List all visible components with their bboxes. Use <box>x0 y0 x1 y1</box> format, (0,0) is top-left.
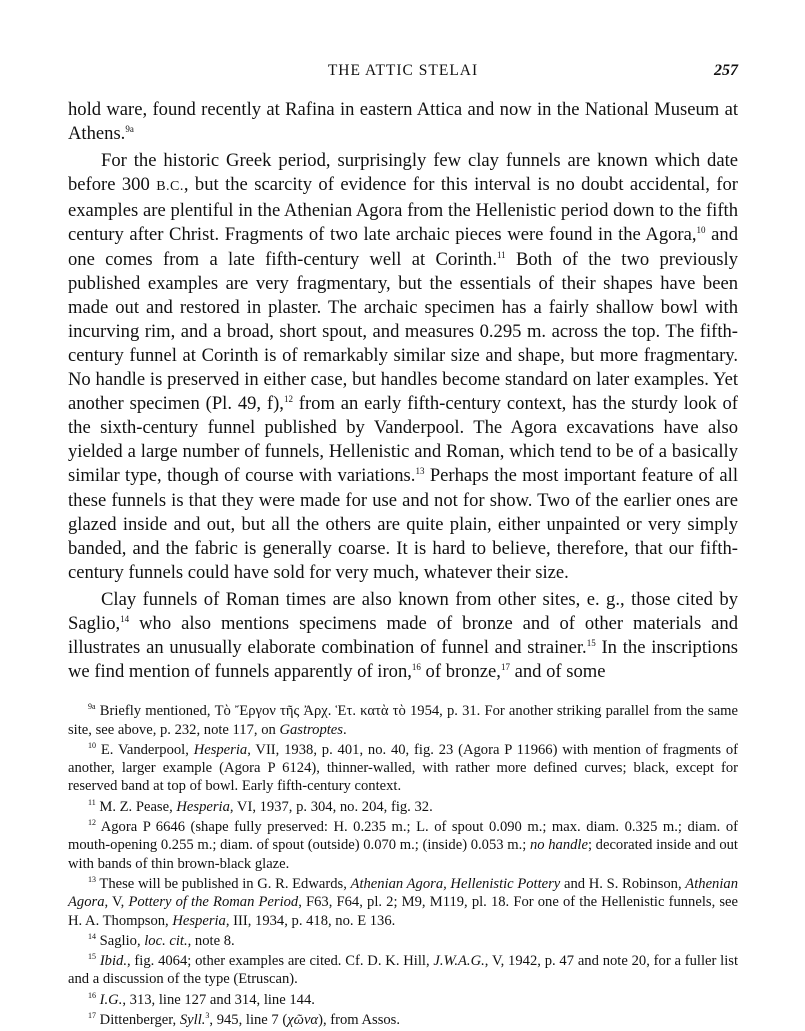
footnote-ref: 10 <box>696 225 706 236</box>
footnote-12 <box>68 818 738 873</box>
edition-number: 3 <box>205 1011 210 1020</box>
italic-run: χῶνα <box>287 1012 319 1028</box>
text-run: These will be published in G. R. Edwards, <box>99 875 351 892</box>
footnote-ref: 9a <box>125 124 134 135</box>
italic-run: Athenian Agora <box>68 875 738 911</box>
footnote-16 <box>68 991 738 1009</box>
paragraph-3 <box>68 588 738 684</box>
footnote-ref: 16 <box>411 662 421 673</box>
footnote-number: 16 <box>88 990 96 1000</box>
text-run: ), from Assos. <box>318 1012 400 1028</box>
footnote-number: 14 <box>88 931 96 941</box>
text-run: , V, <box>104 894 129 911</box>
footnote-ref: 12 <box>283 394 293 405</box>
text-run: Clay funnels of Roman times are also known from other sites, e. g., those cited by Saglio, <box>68 588 738 634</box>
text-run: Saglio, <box>99 932 145 949</box>
text-run: and of some <box>509 661 606 683</box>
text-run: and H. S. Robinson, <box>560 875 686 892</box>
era-abbrev: B.C. <box>156 179 184 195</box>
footnote-17 <box>68 1011 738 1029</box>
footnotes <box>68 702 738 1029</box>
footnote-ref: 14 <box>120 613 130 624</box>
footnote-number: 10 <box>88 740 96 750</box>
text-run: of bronze, <box>420 661 501 683</box>
text-run: , III, 1934, p. 418, no. E 136. <box>225 912 396 929</box>
footnote-number: 12 <box>88 818 96 828</box>
text-run: , VI, 1937, p. 304, no. 204, fig. 32. <box>229 798 433 815</box>
text-run: , 945, line 7 ( <box>209 1012 288 1028</box>
footnote-13 <box>68 875 738 930</box>
text-run: Both of the two previously published examples are very fragmentary, but the essentials of their shapes have been made out and restored in plaster. The archaic specimen has a fairly shallow bowl with incurving rim, and a broad, short spout, and measures 0.295 m. across the top. The fifth-century funnel at Corinth is of remarkably similar size and shape, but more fragmentary. No handle is preserved in either case, but handles become standard on later examples. Yet another specimen (Pl. 49, f), <box>68 248 738 415</box>
paragraph-1-text: hold ware, found recently at Rafina in eastern Attica and now in the National Museum at Athens. <box>68 99 738 145</box>
page <box>68 62 738 1031</box>
text-run: , fig. 4064; other examples are cited. Cf. D. K. Hill, <box>126 953 434 970</box>
text-run: ; decorated inside and out with bands of thin brown-black glaze. <box>68 837 738 872</box>
footnote-15 <box>68 952 738 989</box>
italic-run: Gastroptes <box>279 721 343 738</box>
footnote-ref: 13 <box>415 466 425 477</box>
text-run: E. Vanderpool, <box>100 741 194 758</box>
text-run: , 313, line 127 and 314, line 144. <box>122 991 315 1008</box>
italic-run: Hesperia <box>172 912 226 929</box>
text-run: In the inscriptions we find mention of funnels apparently of iron, <box>68 637 738 683</box>
footnote-number: 13 <box>88 874 96 884</box>
footnote-number: 15 <box>88 952 96 962</box>
text-run: M. Z. Pease, <box>99 798 177 815</box>
italic-run: I.G. <box>99 991 123 1008</box>
footnote-ref: 11 <box>496 249 506 260</box>
footnote-14 <box>68 932 738 950</box>
italic-run: J.W.A.G. <box>433 953 485 970</box>
text-run: , F63, F64, pl. 2; M9, M119, pl. 18. For one of the Hellenistic funnels, see H. A. Thompson, <box>68 894 738 929</box>
text-run: Dittenberger, <box>99 1012 180 1028</box>
footnote-10 <box>68 741 738 796</box>
text-run: and one comes from a late fifth-century well at Corinth. <box>68 224 738 270</box>
footnote-11 <box>68 798 738 816</box>
italic-run: Hesperia <box>193 741 248 758</box>
running-title: THE ATTIC STELAI <box>327 62 479 79</box>
paragraph-1 <box>68 98 738 146</box>
text-run: who also mentions specimens made of bronze and of other materials and illustrates an unusually elaborate combination of funnel and strainer. <box>68 612 738 659</box>
text-run: . <box>342 721 347 738</box>
footnote-number: 11 <box>88 797 96 807</box>
italic-run: Athenian Agora, Hellenistic Pottery <box>350 875 561 892</box>
italic-run: loc. cit. <box>144 932 188 949</box>
italic-run: Ibid. <box>99 953 127 970</box>
main-text <box>68 98 738 684</box>
text-run: , but the scarcity of evidence for this interval is no doubt accidental, for examples are plentiful in the Athenian Agora from the Hellenistic period down to the fifth century after Christ. Fragments of two late archaic pieces were found in the Agora, <box>68 174 738 246</box>
text-run: , V, 1942, p. 47 and note 20, for a fuller list and a discussion of the type (Etruscan). <box>68 953 739 988</box>
footnote-number: 9a <box>88 702 96 712</box>
italic-run: Syll. <box>179 1012 206 1028</box>
page-number: 257 <box>714 62 738 79</box>
footnote-9a <box>68 702 738 739</box>
footnote-ref: 15 <box>586 638 596 649</box>
text-run: For the historic Greek period, surprisingly few clay funnels are known which date before 300 <box>68 150 738 196</box>
italic-run: Hesperia <box>176 798 230 815</box>
text-run: , note 8. <box>187 932 235 949</box>
running-header <box>68 62 738 84</box>
text-run: from an early fifth-century context, has the sturdy look of the sixth-century funnel published by Vanderpool. The Agora excavations have also yielded a large number of funnels, Hellenistic and Roman, which tend to be of a basically similar type, though of course with variations. <box>68 393 738 487</box>
text-run: Agora P 6646 (shape fully preserved: H. 0.235 m.; L. of spout 0.090 m.; max. diam. 0.325 m.; diam. of mouth-opening 0.255 m.; diam. of spout (outside) 0.070 m.; (inside) 0.053 m.; <box>68 819 738 854</box>
footnote-ref: 17 <box>500 662 510 673</box>
italic-run: Pottery of the Roman Period <box>128 894 299 911</box>
paragraph-2 <box>68 149 738 585</box>
text-run: Perhaps the most important feature of all these funnels is that they were made for use and not for show. Two of the earlier ones are glazed inside and out, but all the others are quite plain, either unpainted or very simply banded, and the fabric is generally coarse. It is hard to believe, therefore, that our fifth-century funnels could have sold for very much, whatever their size. <box>68 465 738 583</box>
text-run: , VII, 1938, p. 401, no. 40, fig. 23 (Agora P 11966) with mention of fragments of another, larger example (Agora P 6124), thinner-walled, with rather more defined curves; black, except for reserved band at top of bowl. Early fifth-century context. <box>68 741 738 795</box>
footnote-number: 17 <box>88 1011 96 1020</box>
text-run: Briefly mentioned, Τὸ Ἔργον τῆς Ἀρχ. Ἑτ. κατὰ τὸ 1954, p. 31. For another striking parallel from the same site, see above, p. 232, note 117, on <box>68 703 739 738</box>
italic-run: no handle <box>529 837 588 854</box>
